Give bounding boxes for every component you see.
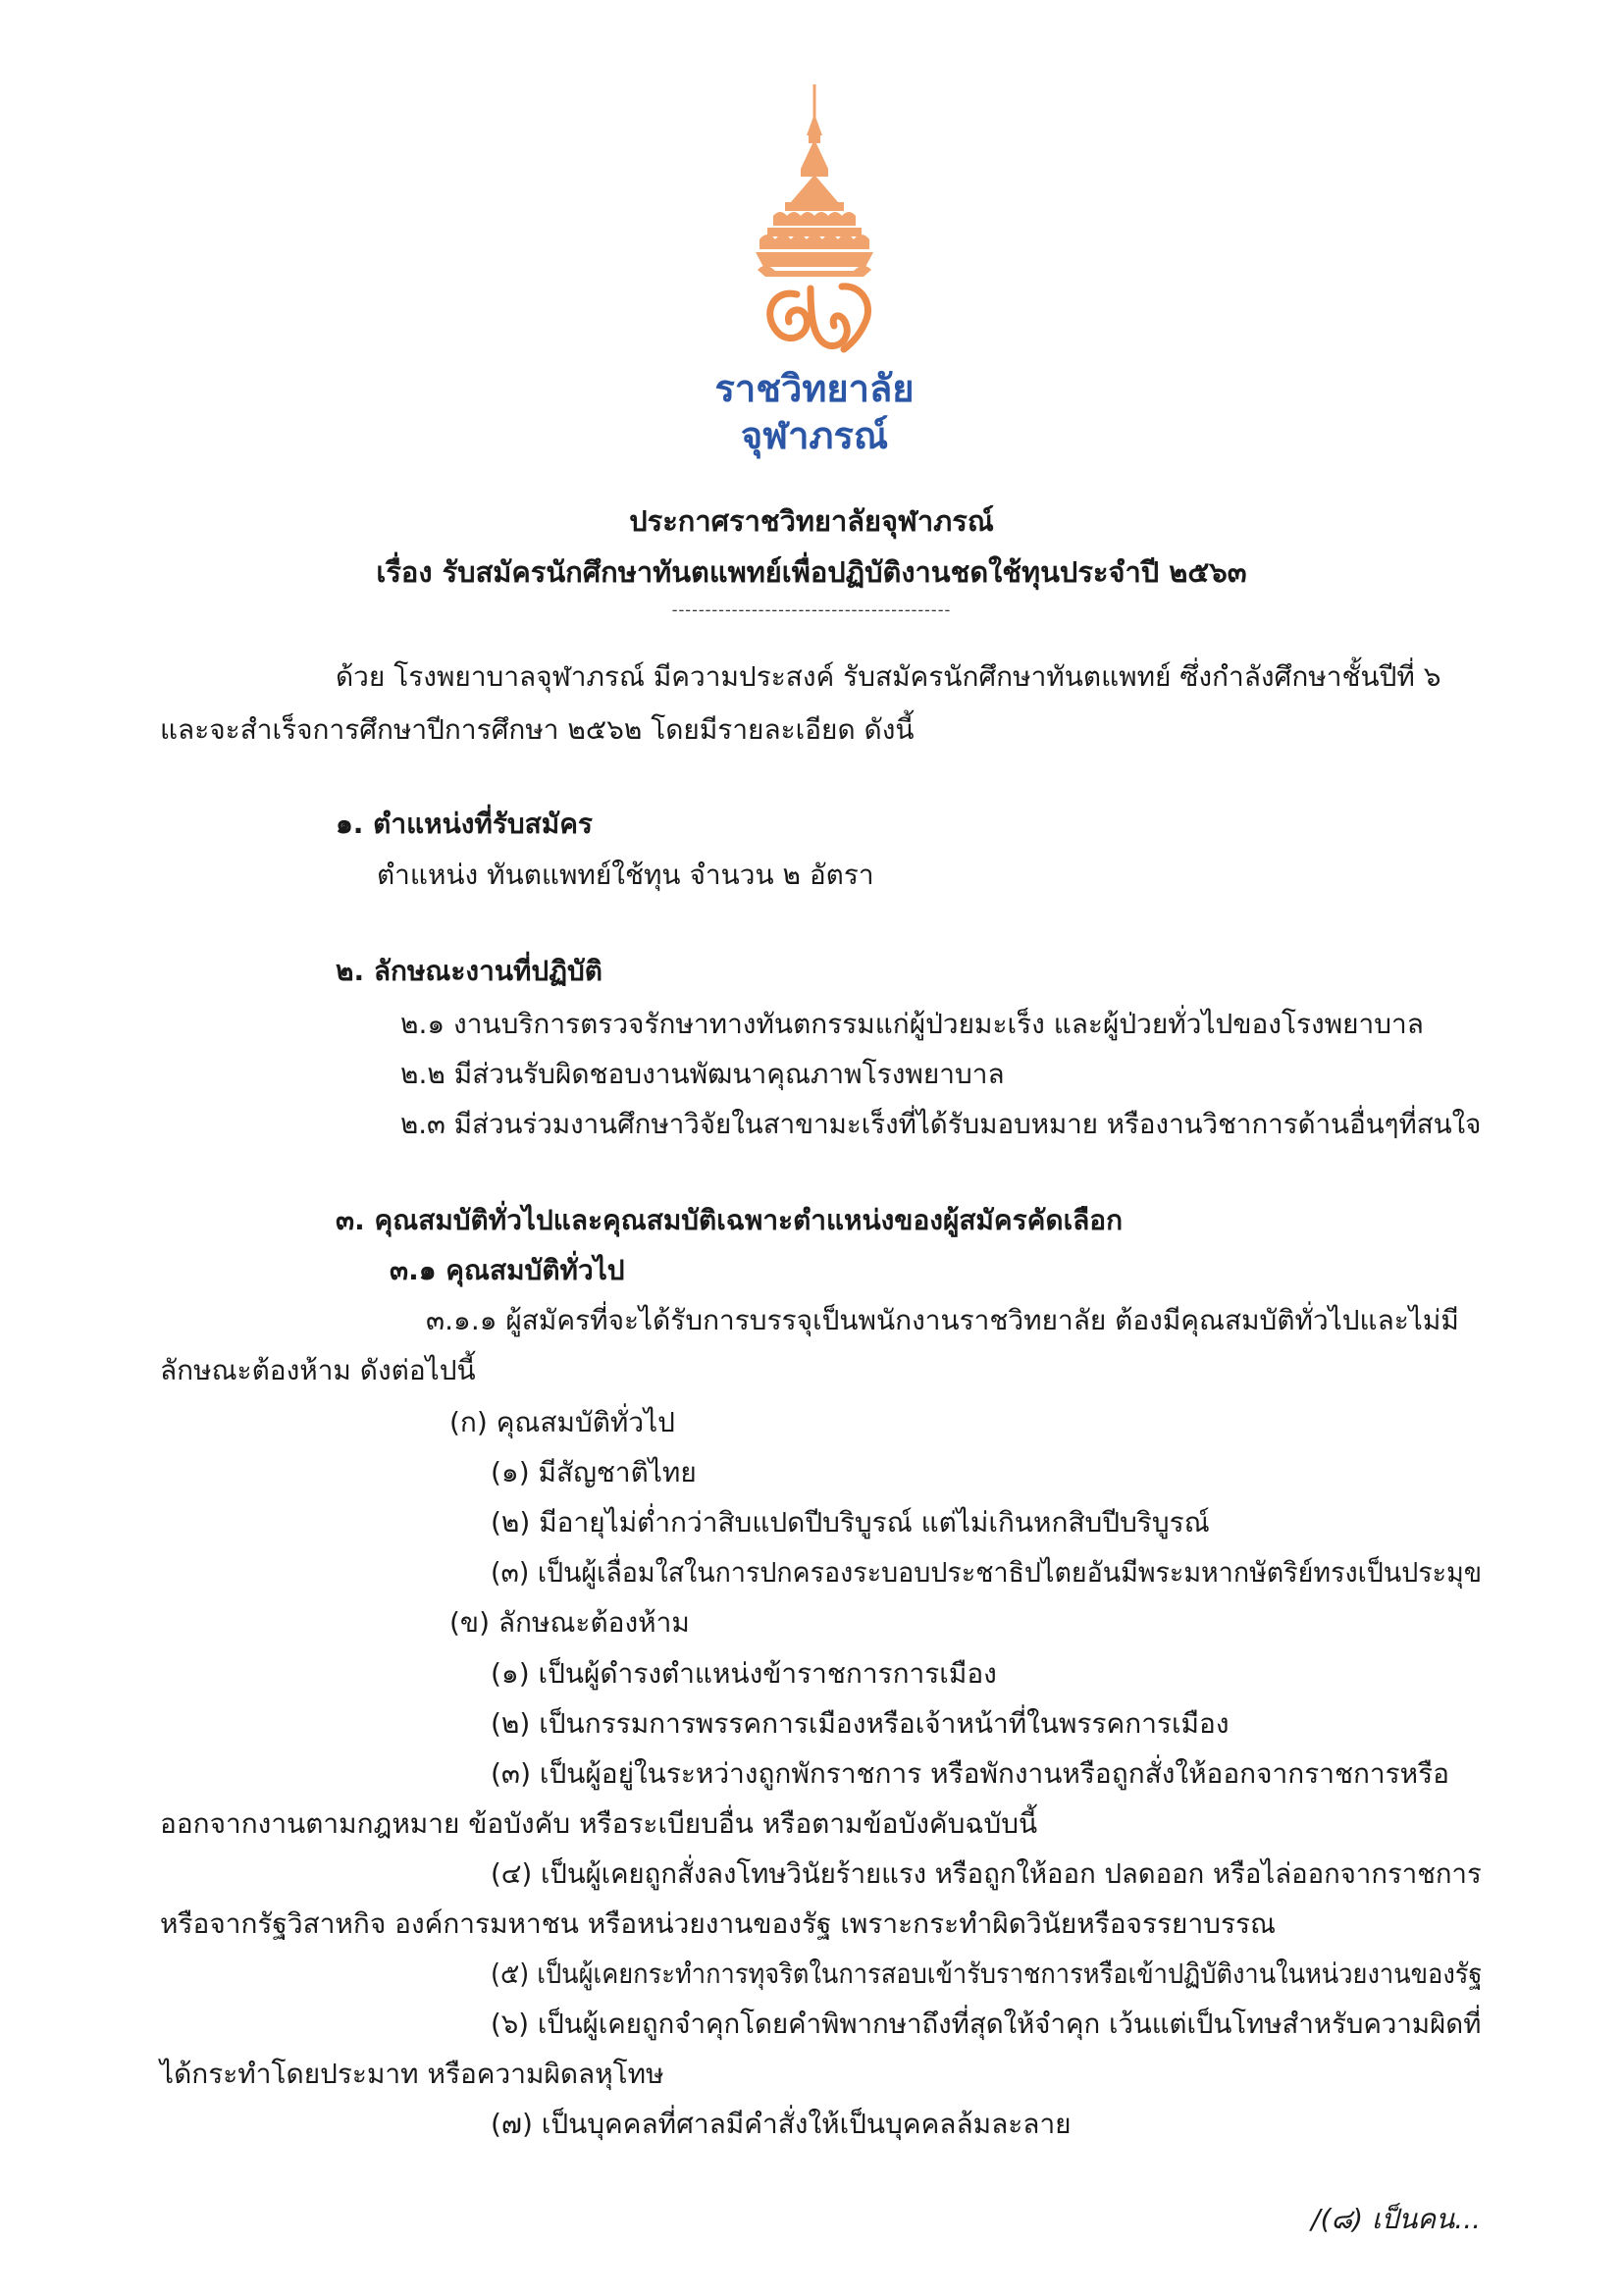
section-3-1-heading: ๓.๑ คุณสมบัติทั่วไป <box>390 1254 625 1286</box>
intro-line-2: และจะสำเร็จการศึกษาปีการศึกษา ๒๕๖๒ โดยมีรายละเอียด ดังนี้ <box>160 713 915 746</box>
section-3-heading: ๓. คุณสมบัติทั่วไปและคุณสมบัติเฉพาะตำแหน่งของผู้สมัครคัดเลือก <box>336 1204 1124 1236</box>
group-a-item-2: (๒) มีอายุไม่ต่ำกว่าสิบแปดปีบริบูรณ์ แต่ไม่เกินหกสิบปีบริบูรณ์ <box>491 1506 1210 1539</box>
clause-3-1-1-line-2: ลักษณะต้องห้าม ดังต่อไปนี้ <box>160 1354 476 1386</box>
section-1-heading: ๑. ตำแหน่งที่รับสมัคร <box>336 808 593 840</box>
group-b-item-3-line-2: ออกจากงานตามกฎหมาย ข้อบังคับ หรือระเบียบอื่น หรือตามข้อบังคับฉบับนี้ <box>160 1807 1038 1840</box>
group-b-item-4-line-1: (๔) เป็นผู้เคยถูกสั่งลงโทษวินัยร้ายแรง หรือถูกให้ออก ปลดออก หรือไล่ออกจากราชการ <box>491 1857 1482 1890</box>
section-2-item-1: ๒.๑ งานบริการตรวจรักษาทางทันตกรรมแก่ผู้ป่วยมะเร็ง และผู้ป่วยทั่วไปของโรงพยาบาล <box>400 1008 1424 1040</box>
group-b-item-7: (๗) เป็นบุคคลที่ศาลมีคำสั่งให้เป็นบุคคลล้มละลาย <box>491 2108 1072 2140</box>
page-continuation: /(๘) เป็นคน... <box>1311 2203 1481 2235</box>
section-2-item-3: ๒.๓ มีส่วนร่วมงานศึกษาวิจัยในสาขามะเร็งที่ได้รับมอบหมาย หรืองานวิชาการด้านอื่นๆที่สนใจ <box>400 1108 1482 1140</box>
group-a-label: (ก) คุณสมบัติทั่วไป <box>449 1406 675 1438</box>
group-b-item-6-line-1: (๖) เป็นผู้เคยถูกจำคุกโดยคำพิพากษาถึงที่สุดให้จำคุก เว้นแต่เป็นโทษสำหรับความผิดที่ <box>491 2008 1482 2040</box>
group-b-item-3-line-1: (๓) เป็นผู้อยู่ในระหว่างถูกพักราชการ หรือพักงานหรือถูกสั่งให้ออกจากราชการหรือ <box>491 1757 1449 1790</box>
group-a-item-1: (๑) มีสัญชาติไทย <box>491 1456 697 1488</box>
announcement-subject: เรื่อง รับสมัครนักศึกษาทันตแพทย์เพื่อปฏิบัติงานชดใช้ทุนประจำปี ๒๕๖๓ <box>376 555 1247 589</box>
clause-3-1-1-line-1: ๓.๑.๑ ผู้สมัครที่จะได้รับการบรรจุเป็นพนักงานราชวิทยาลัย ต้องมีคุณสมบัติทั่วไปและไม่มี <box>426 1304 1459 1336</box>
group-b-item-5: (๕) เป็นผู้เคยกระทำการทุจริตในการสอบเข้ารับราชการหรือเข้าปฏิบัติงานในหน่วยงานของรัฐ <box>491 1957 1483 1990</box>
group-a-item-3: (๓) เป็นผู้เลื่อมใสในการปกครองระบอบประชาธิปไตยอันมีพระมหากษัตริย์ทรงเป็นประมุข <box>491 1556 1483 1589</box>
logo-name-line1: ราชวิทยาลัย <box>714 367 915 410</box>
group-b-item-4-line-2: หรือจากรัฐวิสาหกิจ องค์การมหาชน หรือหน่วยงานของรัฐ เพราะกระทำผิดวินัยหรือจรรยาบรรณ <box>160 1907 1276 1940</box>
college-logo <box>687 78 942 461</box>
group-b-label: (ข) ลักษณะต้องห้าม <box>449 1606 690 1639</box>
group-b-item-1: (๑) เป็นผู้ดำรงตำแหน่งข้าราชการการเมือง <box>491 1657 997 1690</box>
section-2-item-2: ๒.๒ มีส่วนรับผิดชอบงานพัฒนาคุณภาพโรงพยาบาล <box>400 1058 1005 1090</box>
announcement-title: ประกาศราชวิทยาลัยจุฬาภรณ์ <box>629 504 994 538</box>
logo-name-line2: จุฬาภรณ์ <box>740 414 889 457</box>
intro-line-1: ด้วย โรงพยาบาลจุฬาภรณ์ มีความประสงค์ รับสมัครนักศึกษาทันตแพทย์ ซึ่งกำลังศึกษาชั้นปีที่ ๖ <box>336 660 1441 693</box>
section-2-heading: ๒. ลักษณะงานที่ปฏิบัติ <box>336 955 602 987</box>
group-b-item-6-line-2: ได้กระทำโดยประมาท หรือความผิดลหุโทษ <box>160 2058 664 2090</box>
crown-emblem-icon <box>687 78 942 363</box>
group-b-item-2: (๒) เป็นกรรมการพรรคการเมืองหรือเจ้าหน้าที่ในพรรคการเมือง <box>491 1707 1230 1740</box>
title-divider: ------------------------------------------ <box>671 600 952 619</box>
section-1-position: ตำแหน่ง ทันตแพทย์ใช้ทุน จำนวน ๒ อัตรา <box>377 859 874 891</box>
